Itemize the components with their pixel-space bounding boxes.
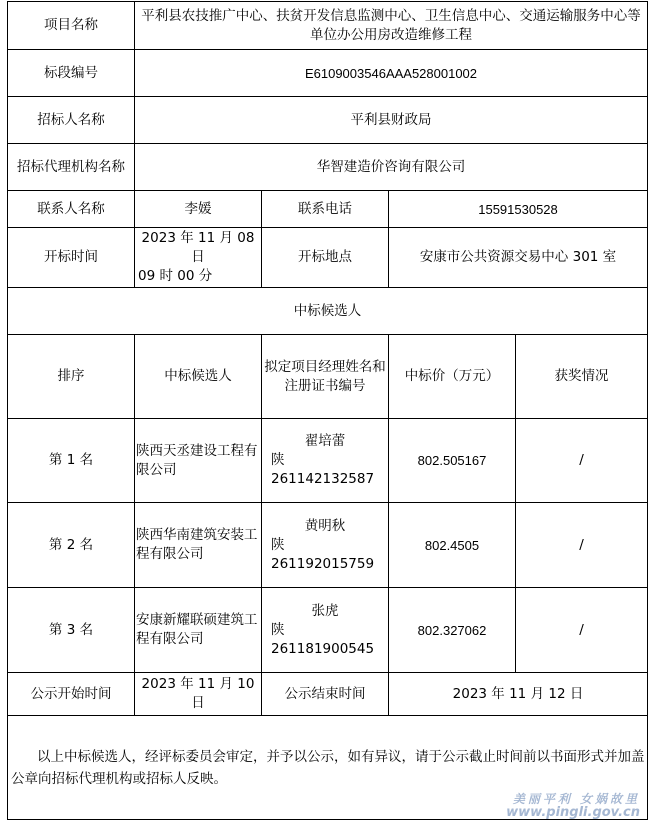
columns-header-row	[8, 335, 648, 419]
column-manager	[262, 335, 389, 419]
candidate-awards: /	[516, 588, 648, 673]
manager-name: 黄明秋	[304, 517, 346, 534]
candidate-manager	[262, 419, 389, 503]
manager-name: 张虎	[311, 602, 339, 619]
phone-label: 联系电话	[262, 191, 389, 228]
candidate-company	[135, 588, 262, 673]
contact-row	[8, 191, 648, 228]
project-label: 项目名称	[8, 2, 135, 50]
column-rank: 排序	[8, 335, 135, 419]
candidate-price: 802.327062	[389, 588, 516, 673]
project-row	[8, 2, 648, 50]
company-line2: 程有限公司	[136, 546, 204, 562]
opening-hour: 09 时 00 分	[138, 268, 213, 284]
opening-place-label: 开标地点	[262, 228, 389, 288]
candidates-title: 中标候选人	[8, 288, 648, 335]
agency-label: 招标代理机构名称	[8, 144, 135, 191]
publicity-row	[8, 673, 648, 716]
manager-cert: 陕 261192015759	[271, 536, 375, 572]
opening-date: 2023 年 11 月 08 日	[141, 230, 255, 265]
column-awards: 获奖情况	[516, 335, 648, 419]
candidate-price: 802.4505	[389, 503, 516, 588]
company-line1: 安康新耀联硕建筑工	[136, 612, 258, 628]
manager-cert: 陕 261181900545	[271, 621, 375, 657]
section-value: E6109003546AAA528001002	[135, 50, 648, 97]
candidate-rank: 第 1 名	[8, 419, 135, 503]
candidate-price: 802.505167	[389, 419, 516, 503]
candidate-company	[135, 503, 262, 588]
company-line2: 限公司	[136, 461, 177, 478]
company-line1: 陕西华南建筑安装工	[136, 527, 258, 543]
manager-name: 翟培蕾	[304, 433, 346, 449]
section-row	[8, 50, 648, 97]
candidate-manager	[262, 503, 389, 588]
column-candidate: 中标候选人	[135, 335, 262, 419]
agency-value: 华智建造价咨询有限公司	[135, 144, 648, 191]
company-line2: 程有限公司	[136, 631, 204, 647]
column-manager-line2: 注册证书编号	[284, 377, 366, 394]
contact-label: 联系人名称	[8, 191, 135, 228]
table-row	[8, 419, 648, 503]
candidate-manager	[262, 588, 389, 673]
publicity-start-label: 公示开始时间	[8, 673, 135, 716]
publicity-end-label: 公示结束时间	[262, 673, 389, 716]
opening-place-value: 安康市公共资源交易中心 301 室	[389, 228, 648, 288]
watermark	[506, 792, 640, 820]
tenderer-label: 招标人名称	[8, 97, 135, 144]
table-row	[8, 503, 648, 588]
candidate-company	[135, 419, 262, 503]
opening-time-label: 开标时间	[8, 228, 135, 288]
bid-result-table	[7, 1, 648, 820]
column-manager-line1: 拟定项目经理姓名和	[264, 358, 386, 375]
publicity-start-value: 2023 年 11 月 10 日	[135, 673, 262, 716]
candidate-rank: 第 3 名	[8, 588, 135, 673]
company-line1: 陕西天丞建设工程有	[136, 442, 258, 459]
section-label: 标段编号	[8, 50, 135, 97]
notice-text: 以上中标候选人，经评标委员会审定，并予以公示，如有异议，请于公示截止时间前以书面形式并加盖公章向招标代理机构或招标人反映。	[8, 716, 648, 820]
agency-row	[8, 144, 648, 191]
contact-value: 李媛	[135, 191, 262, 228]
candidate-awards: /	[516, 419, 648, 503]
manager-cert: 陕 261142132587	[271, 452, 375, 487]
project-value: 平利县农技推广中心、扶贫开发信息监测中心、卫生信息中心、交通运输服务中心等单位办公用房改造维修工程	[135, 2, 648, 50]
opening-row	[8, 228, 648, 288]
phone-value: 15591530528	[389, 191, 648, 228]
candidate-rank: 第 2 名	[8, 503, 135, 588]
table-row	[8, 588, 648, 673]
publicity-end-value: 2023 年 11 月 12 日	[389, 673, 648, 716]
tenderer-value: 平利县财政局	[135, 97, 648, 144]
watermark-slogan: 美丽平利 女娲故里	[512, 792, 640, 806]
tenderer-row	[8, 97, 648, 144]
watermark-url: www.pingli.gov.cn	[506, 805, 640, 820]
opening-time-value	[135, 228, 262, 288]
candidate-awards: /	[516, 503, 648, 588]
candidates-title-row	[8, 288, 648, 335]
column-price: 中标价（万元）	[389, 335, 516, 419]
